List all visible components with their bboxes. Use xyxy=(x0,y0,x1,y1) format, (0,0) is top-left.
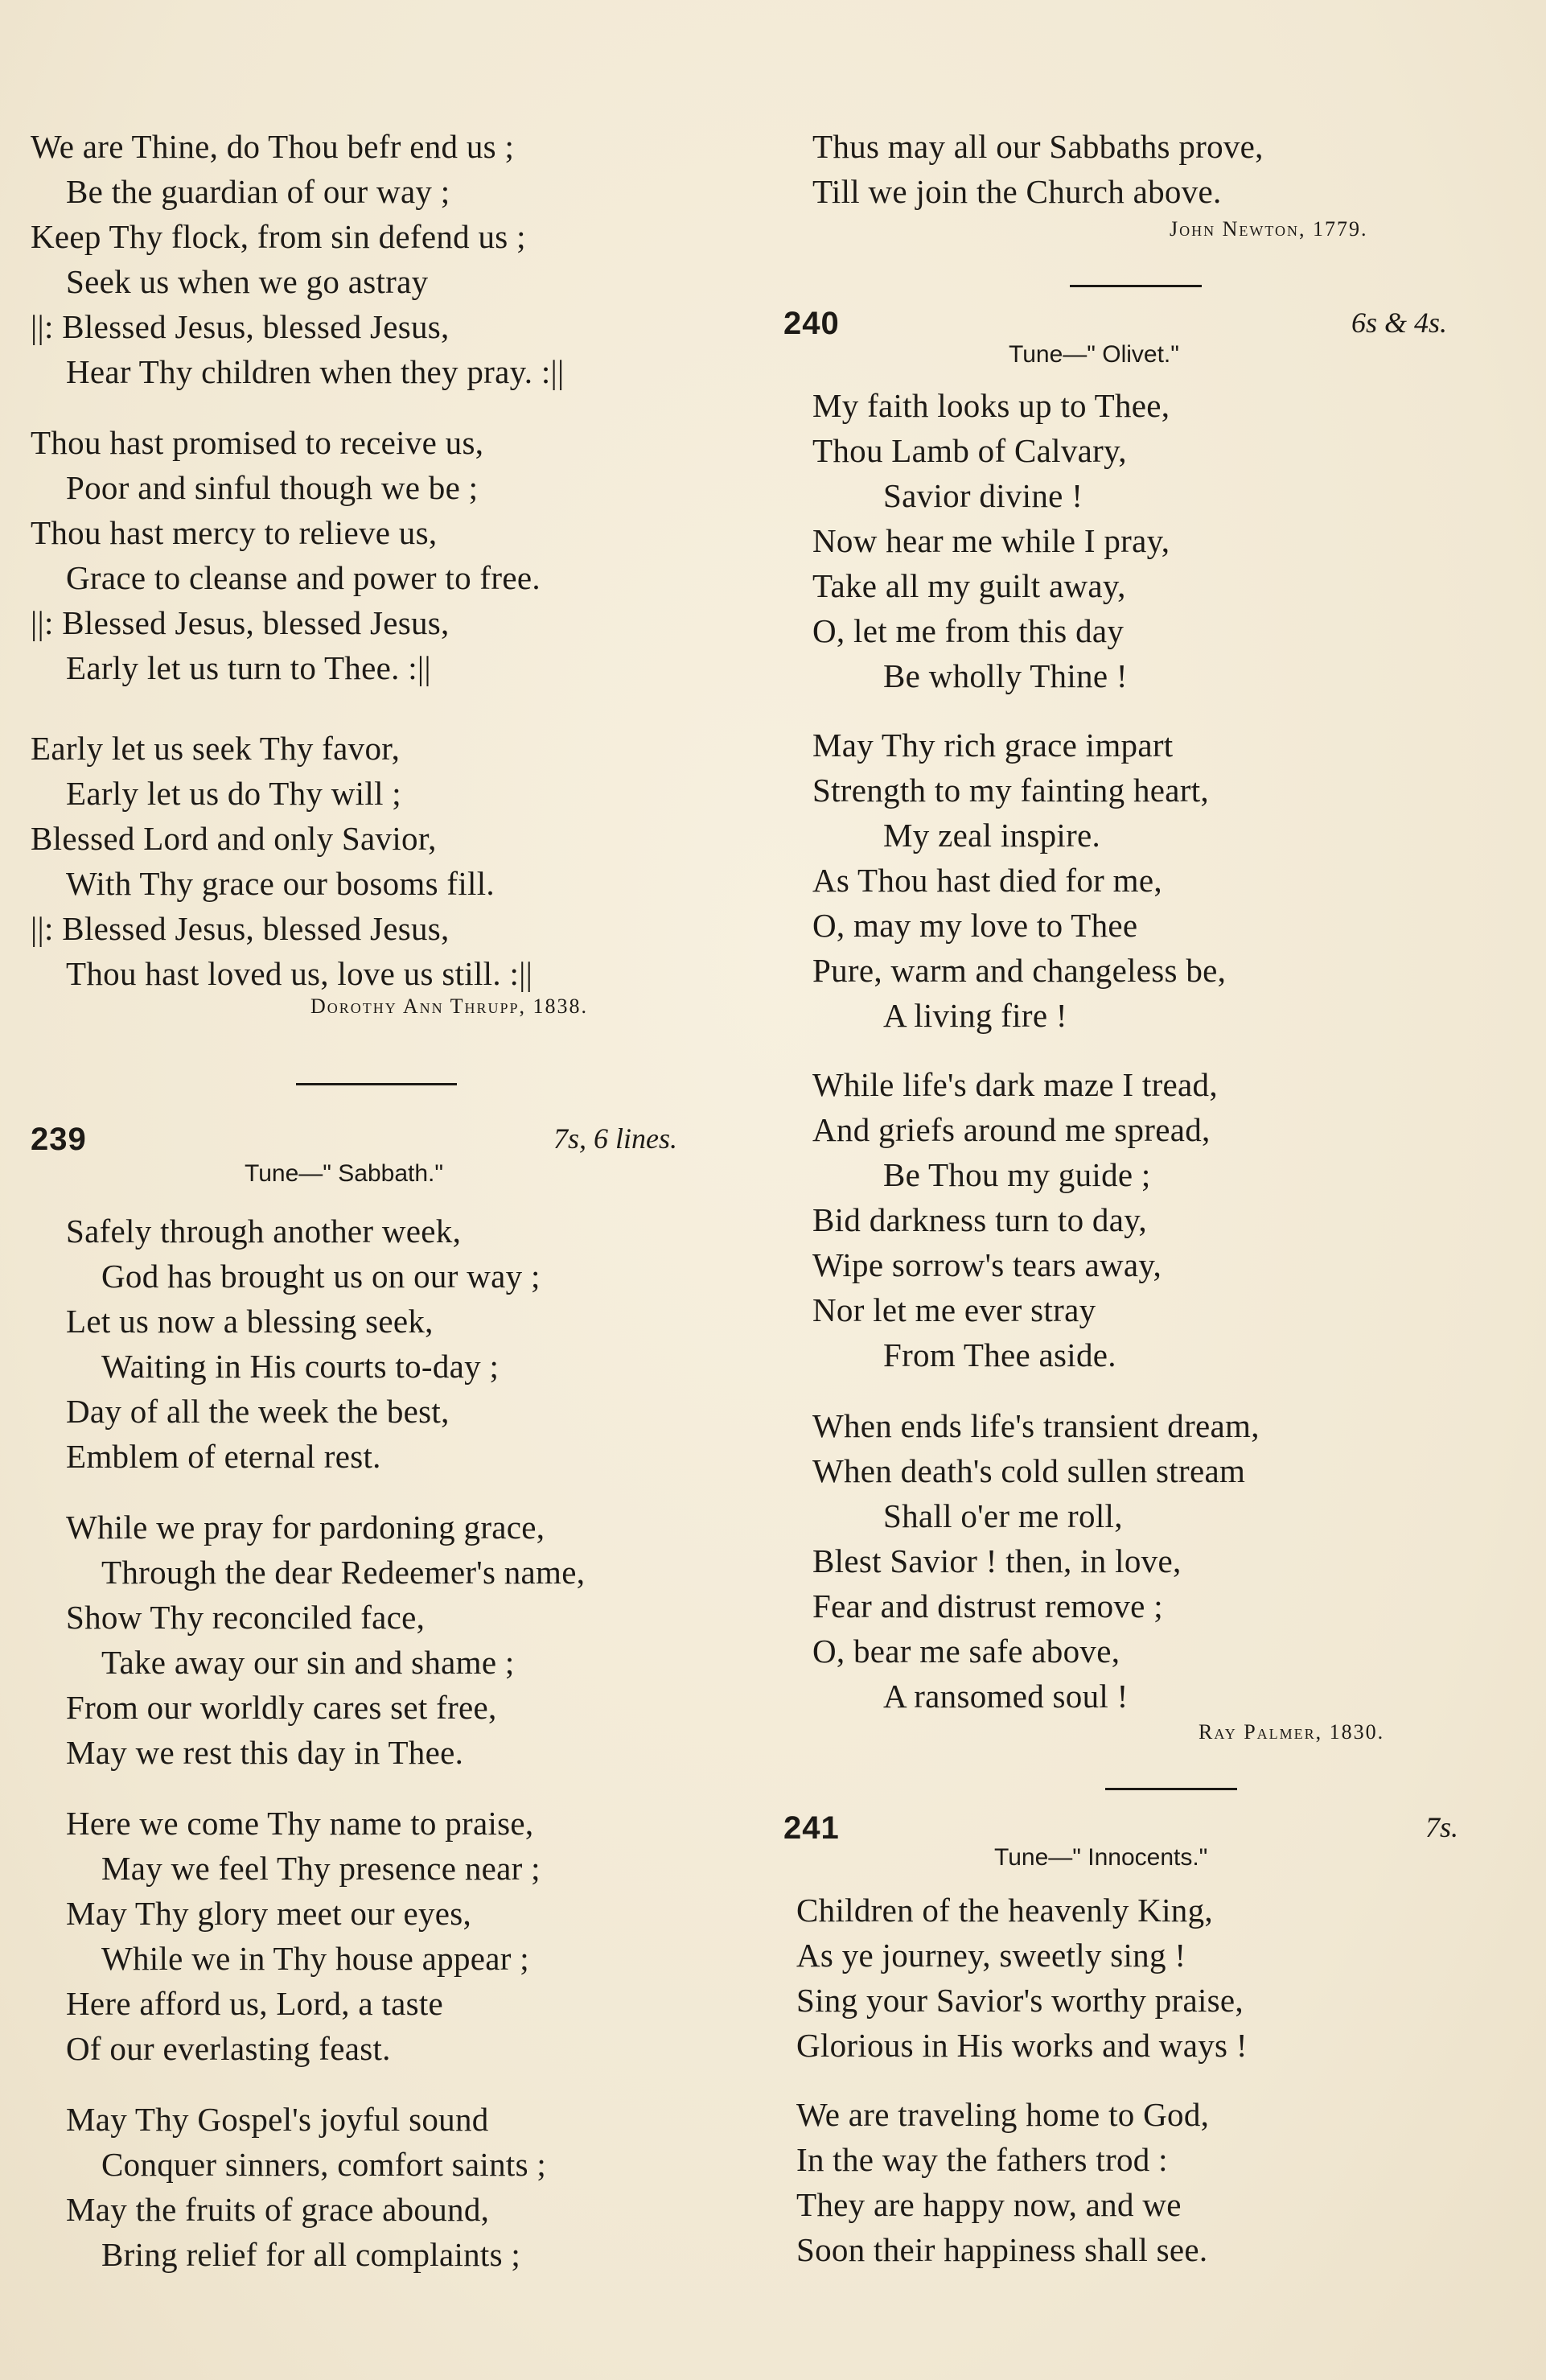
hymn-author: Ray Palmer, 1830. xyxy=(1199,1720,1385,1744)
verse-line: Be wholly Thine ! xyxy=(883,657,1128,694)
verse-line: In the way the fathers trod : xyxy=(796,2141,1168,2178)
verse-line: Waiting in His courts to-day ; xyxy=(101,1348,500,1385)
verse-line: We are traveling home to God, xyxy=(796,2096,1210,2133)
verse-line: Seek us when we go astray xyxy=(66,263,429,300)
verse-line: Keep Thy flock, from sin defend us ; xyxy=(31,218,526,255)
verse-line: Early let us turn to Thee. :|| xyxy=(66,649,431,686)
verse-line: Be the guardian of our way ; xyxy=(66,173,450,210)
hymn-number: 240 xyxy=(783,306,840,341)
section-divider xyxy=(1070,285,1202,287)
verse-line: Bring relief for all complaints ; xyxy=(101,2236,521,2273)
verse-line: Till we join the Church above. xyxy=(812,173,1222,210)
verse-line: We are Thine, do Thou befr end us ; xyxy=(31,128,515,165)
verse-line: My faith looks up to Thee, xyxy=(812,387,1170,424)
verse-line: Of our everlasting feast. xyxy=(66,2030,391,2067)
verse-line: Take away our sin and shame ; xyxy=(101,1644,515,1681)
hymn-number: 241 xyxy=(783,1810,840,1846)
verse-line: Take all my guilt away, xyxy=(812,567,1126,604)
verse-line: Blessed Lord and only Savior, xyxy=(31,820,437,857)
verse-line: May we feel Thy presence near ; xyxy=(101,1850,541,1887)
verse-line: Be Thou my guide ; xyxy=(883,1156,1151,1193)
hymn-meter: 7s, 6 lines. xyxy=(553,1122,678,1155)
hymn-number: 239 xyxy=(31,1122,87,1157)
verse-line: Let us now a blessing seek, xyxy=(66,1303,434,1340)
verse-line: God has brought us on our way ; xyxy=(101,1258,541,1295)
verse-line: O, let me from this day xyxy=(812,612,1125,649)
verse-line: May Thy glory meet our eyes, xyxy=(66,1895,472,1932)
verse-line: Fear and distrust remove ; xyxy=(812,1587,1163,1624)
verse-line: ||: Blessed Jesus, blessed Jesus, xyxy=(31,604,450,641)
verse-line: May the fruits of grace abound, xyxy=(66,2191,490,2228)
verse-line: Glorious in His works and ways ! xyxy=(796,2027,1248,2064)
hymn-tune: Tune—" Innocents." xyxy=(994,1844,1208,1871)
verse-line: While life's dark maze I tread, xyxy=(812,1066,1218,1103)
verse-line: From Thee aside. xyxy=(883,1336,1116,1373)
verse-line: Children of the heavenly King, xyxy=(796,1892,1213,1929)
hymn-tune: Tune—" Sabbath." xyxy=(245,1160,444,1187)
hymn-tune: Tune—" Olivet." xyxy=(1009,341,1179,368)
hymn-author: Dorothy Ann Thrupp, 1838. xyxy=(310,994,589,1018)
verse-line: Now hear me while I pray, xyxy=(812,522,1170,559)
verse-line: Here we come Thy name to praise, xyxy=(66,1805,534,1842)
verse-line: When death's cold sullen stream xyxy=(812,1452,1246,1489)
verse-line: With Thy grace our bosoms fill. xyxy=(66,865,495,902)
verse-line: Hear Thy children when they pray. :|| xyxy=(66,353,565,390)
verse-line: ||: Blessed Jesus, blessed Jesus, xyxy=(31,308,450,345)
verse-line: Sing your Savior's worthy praise, xyxy=(796,1982,1244,2019)
verse-line: Blest Savior ! then, in love, xyxy=(812,1542,1182,1579)
verse-line: As ye journey, sweetly sing ! xyxy=(796,1937,1186,1974)
verse-line: Through the dear Redeemer's name, xyxy=(101,1554,586,1591)
verse-line: Pure, warm and changeless be, xyxy=(812,952,1227,989)
verse-line: O, bear me safe above, xyxy=(812,1633,1120,1670)
hymn-meter: 7s. xyxy=(1425,1811,1459,1843)
verse-line: May Thy rich grace impart xyxy=(812,727,1174,764)
verse-line: Show Thy reconciled face, xyxy=(66,1599,426,1636)
verse-line: Thou Lamb of Calvary, xyxy=(812,432,1127,469)
verse-line: When ends life's transient dream, xyxy=(812,1407,1260,1444)
verse-line: Strength to my fainting heart, xyxy=(812,772,1209,809)
verse-line: Poor and sinful though we be ; xyxy=(66,469,479,506)
hymn-author: John Newton, 1779. xyxy=(1170,217,1368,241)
verse-line: Thus may all our Sabbaths prove, xyxy=(812,128,1264,165)
verse-line: May Thy Gospel's joyful sound xyxy=(66,2101,489,2138)
verse-line: ||: Blessed Jesus, blessed Jesus, xyxy=(31,910,450,947)
verse-line: O, may my love to Thee xyxy=(812,907,1138,944)
verse-line: Wipe sorrow's tears away, xyxy=(812,1246,1162,1283)
verse-line: They are happy now, and we xyxy=(796,2186,1182,2223)
hymn-meter: 6s & 4s. xyxy=(1351,307,1448,339)
verse-line: While we in Thy house appear ; xyxy=(101,1940,529,1977)
verse-line: Shall o'er me roll, xyxy=(883,1497,1123,1534)
verse-line: Thou hast mercy to relieve us, xyxy=(31,514,438,551)
verse-line: Savior divine ! xyxy=(883,477,1083,514)
verse-line: Grace to cleanse and power to free. xyxy=(66,559,541,596)
section-divider xyxy=(1105,1788,1237,1790)
verse-line: Here afford us, Lord, a taste xyxy=(66,1985,444,2022)
verse-line: A ransomed soul ! xyxy=(883,1678,1129,1715)
verse-line: While we pray for pardoning grace, xyxy=(66,1509,545,1546)
verse-line: Bid darkness turn to day, xyxy=(812,1201,1147,1238)
verse-line: Nor let me ever stray xyxy=(812,1291,1096,1328)
verse-line: Soon their happiness shall see. xyxy=(796,2231,1208,2268)
verse-line: And griefs around me spread, xyxy=(812,1111,1211,1148)
verse-line: Day of all the week the best, xyxy=(66,1393,450,1430)
section-divider xyxy=(296,1083,457,1085)
verse-line: Early let us do Thy will ; xyxy=(66,775,401,812)
verse-line: As Thou hast died for me, xyxy=(812,862,1162,899)
verse-line: Thou hast loved us, love us still. :|| xyxy=(66,955,533,992)
verse-line: My zeal inspire. xyxy=(883,817,1101,854)
verse-line: From our worldly cares set free, xyxy=(66,1689,497,1726)
verse-line: A living fire ! xyxy=(883,997,1067,1034)
verse-line: Conquer sinners, comfort saints ; xyxy=(101,2146,547,2183)
verse-line: Safely through another week, xyxy=(66,1213,462,1250)
verse-line: May we rest this day in Thee. xyxy=(66,1734,464,1771)
verse-line: Thou hast promised to receive us, xyxy=(31,424,484,461)
verse-line: Early let us seek Thy favor, xyxy=(31,730,401,767)
verse-line: Emblem of eternal rest. xyxy=(66,1438,381,1475)
